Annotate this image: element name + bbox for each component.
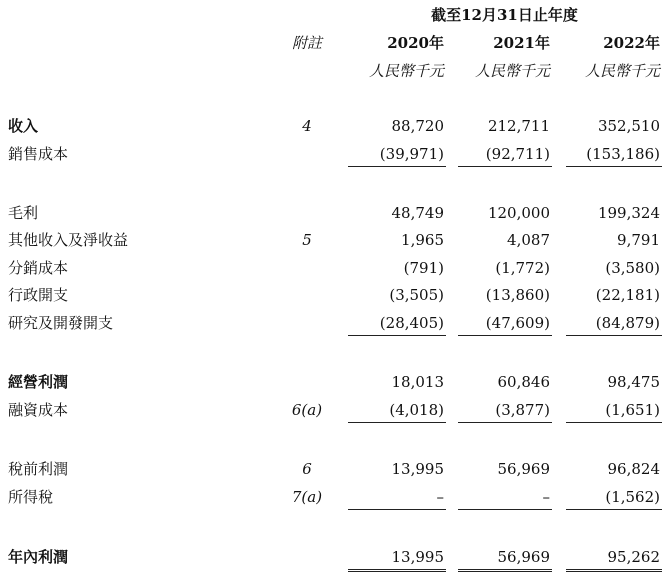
year-header-2020: 2020年 [387, 34, 444, 52]
row-value-admin-expenses-2022: (22,181) [595, 286, 660, 304]
row-value-finance-costs-2021: (3,877) [495, 401, 550, 419]
row-value-rnd-expenses-2020: (28,405) [379, 314, 444, 332]
row-value-profit-before-tax-2020: 13,995 [391, 460, 444, 478]
row-value-operating-profit-2020: 18,013 [391, 373, 444, 391]
total-double-rule [566, 569, 662, 572]
subtotal-rule [566, 509, 662, 510]
unit-header-2022: 人民幣千元 [584, 62, 660, 80]
row-value-distribution-costs-2020: (791) [403, 259, 444, 277]
row-label-profit-before-tax: 稅前利潤 [8, 460, 69, 478]
row-value-gross-profit-2021: 120,000 [487, 204, 550, 222]
row-value-other-income-2020: 1,965 [401, 231, 444, 249]
subtotal-rule [348, 422, 446, 423]
row-value-revenue-2021: 212,711 [487, 117, 550, 135]
row-note-finance-costs: 6(a) [291, 401, 323, 419]
subtotal-rule [566, 166, 662, 167]
row-label-admin-expenses: 行政開支 [8, 286, 69, 304]
row-value-profit-for-year-2022: 95,262 [607, 548, 660, 566]
row-value-revenue-2022: 352,510 [597, 117, 660, 135]
row-value-income-tax-2020: – [436, 488, 444, 506]
row-label-distribution-costs: 分銷成本 [8, 259, 69, 277]
subtotal-rule [566, 335, 662, 336]
row-value-revenue-2020: 88,720 [391, 117, 444, 135]
row-value-rnd-expenses-2021: (47,609) [485, 314, 550, 332]
subtotal-rule [348, 166, 446, 167]
row-label-income-tax: 所得稅 [8, 488, 54, 506]
row-value-operating-profit-2022: 98,475 [607, 373, 660, 391]
subtotal-rule [458, 509, 552, 510]
total-double-rule [348, 569, 446, 572]
row-value-cost-of-sales-2022: (153,186) [586, 145, 660, 163]
year-header-2021: 2021年 [493, 34, 550, 52]
unit-header-2021: 人民幣千元 [474, 62, 550, 80]
row-value-profit-for-year-2020: 13,995 [391, 548, 444, 566]
row-value-other-income-2021: 4,087 [507, 231, 550, 249]
total-double-rule [458, 569, 552, 572]
subtotal-rule [458, 422, 552, 423]
row-value-rnd-expenses-2022: (84,879) [595, 314, 660, 332]
year-header-2022: 2022年 [603, 34, 660, 52]
row-label-rnd-expenses: 研究及開發開支 [8, 314, 114, 332]
row-value-gross-profit-2020: 48,749 [391, 204, 444, 222]
row-value-operating-profit-2021: 60,846 [497, 373, 550, 391]
row-label-finance-costs: 融資成本 [8, 401, 69, 419]
row-label-revenue: 收入 [8, 117, 39, 135]
row-value-cost-of-sales-2020: (39,971) [379, 145, 444, 163]
row-value-finance-costs-2022: (1,651) [605, 401, 660, 419]
row-value-gross-profit-2022: 199,324 [597, 204, 660, 222]
row-value-income-tax-2021: – [542, 488, 550, 506]
row-label-profit-for-year: 年內利潤 [8, 548, 69, 566]
row-label-cost-of-sales: 銷售成本 [8, 145, 69, 163]
subtotal-rule [566, 422, 662, 423]
row-note-revenue: 4 [302, 117, 312, 135]
row-value-profit-before-tax-2021: 56,969 [497, 460, 550, 478]
subtotal-rule [458, 335, 552, 336]
row-value-distribution-costs-2021: (1,772) [495, 259, 550, 277]
row-value-admin-expenses-2021: (13,860) [485, 286, 550, 304]
note-column-header: 附註 [291, 34, 322, 52]
row-note-profit-before-tax: 6 [302, 460, 312, 478]
row-value-finance-costs-2020: (4,018) [389, 401, 444, 419]
row-value-admin-expenses-2020: (3,505) [389, 286, 444, 304]
row-value-profit-for-year-2021: 56,969 [497, 548, 550, 566]
row-value-income-tax-2022: (1,562) [605, 488, 660, 506]
row-note-income-tax: 7(a) [291, 488, 323, 506]
row-value-cost-of-sales-2021: (92,711) [485, 145, 550, 163]
row-label-operating-profit: 經營利潤 [8, 373, 69, 391]
row-label-other-income: 其他收入及淨收益 [8, 231, 129, 249]
unit-header-2020: 人民幣千元 [368, 62, 444, 80]
subtotal-rule [348, 509, 446, 510]
subtotal-rule [348, 335, 446, 336]
row-value-profit-before-tax-2022: 96,824 [607, 460, 660, 478]
subtotal-rule [458, 166, 552, 167]
row-value-other-income-2022: 9,791 [617, 231, 660, 249]
row-label-gross-profit: 毛利 [8, 204, 39, 222]
row-note-other-income: 5 [302, 231, 312, 249]
period-header: 截至12月31日止年度 [431, 6, 578, 24]
row-value-distribution-costs-2022: (3,580) [605, 259, 660, 277]
